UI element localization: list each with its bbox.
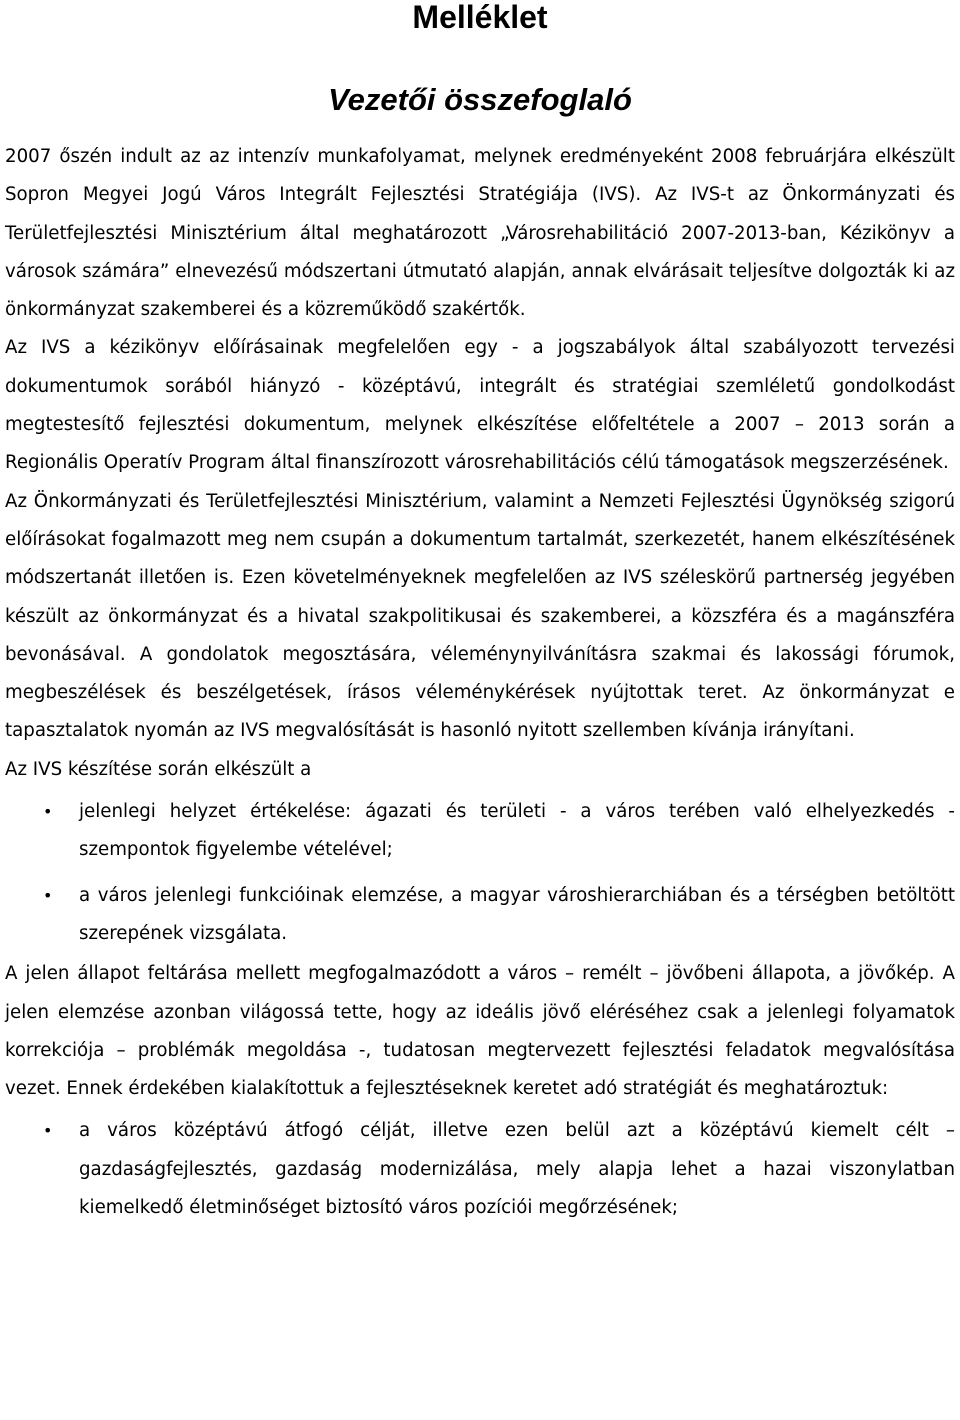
list-item — [5, 793, 955, 870]
section-subtitle: Vezetői összefoglaló — [328, 82, 632, 117]
list-item — [5, 877, 955, 954]
paragraph-requirements: Az Önkormányzati és Területfejlesztési Minisztérium, valamint a Nemzeti Fejlesztési Ügynökség szigorú előírásokat fogalmazott meg nem csupán a dokumentum tartalmát, szerkezetét, hanem elkészítésének módszertanát illetően is. Ezen követelményeknek megfelelően az IVS széleskörű partnerség jegyében készült az önkormányzat és a hivatal szakpolitikusai és szakemberei, a közszféra és a magánszféra bevonásával. A gondolatok megosztására, véleménynyilvánításra szakmai és lakossági fórumok, megbeszélések és beszélgetések, írásos véleménykérések nyújtottak teret. Az önkormányzat e tapasztalatok nyomán az IVS megvalósítását is hasonló nyitott szellemben kívánja irányítani. — [5, 490, 955, 742]
list-item-text: a város középtávú átfogó célját, illetve ezen belül azt a középtávú kiemelt célt – gazdaságfejlesztés, gazdaság modernizálása, mely alapja lehet a hazai viszonylatban kiemelkedő életminőséget biztosító város pozíciói megőrzésének; — [79, 1120, 955, 1219]
page-title: Melléklet — [412, 0, 548, 35]
paragraph-ivs-contents: Az IVS készítése során elkészült a — [5, 758, 312, 780]
list-item — [5, 1112, 955, 1227]
paragraph-intro: 2007 őszén indult az az intenzív munkafolyamat, melynek eredményeként 2008 februárjára elkészült Sopron Megyei Jogú Város Integrált Fejlesztési Stratégiája (IVS). Az IVS-t az Önkormányzati és Területfejlesztési Minisztérium által meghatározott „Városrehabilitáció 2007-2013-ban, Kézikönyv a városok számára” elnevezésű módszertani útmutató alapján, annak elvárásait teljesítve dolgozták ki az önkormányzat szakemberei és a közreműködő szakértők. — [5, 146, 955, 321]
document-page — [5, 0, 955, 1219]
bullet-icon: • — [43, 885, 53, 905]
paragraph-vision: A jelen állapot feltárása mellett megfogalmazódott a város – remélt – jövőbeni állapota, a jövőkép. A jelen elemzése azonban világossá tette, hogy az ideális jövő eléréséhez csak a jelenlegi folyamatok korrekciója – problémák megoldása -, tudatosan megtervezett fejlesztési feladatok megvalósítása vezet. Ennek érdekében kialakítottuk a fejlesztéseknek keretet adó stratégiát és meghatároztuk: — [5, 963, 955, 1100]
bullet-icon: • — [43, 1121, 53, 1141]
bullet-list-goals — [5, 1112, 955, 1227]
document-body — [5, 138, 955, 1227]
list-item-text: a város jelenlegi funkcióinak elemzése, a magyar városhierarchiában és a térségben betöltött szerepének vizsgálata. — [79, 884, 955, 944]
paragraph-ivs-handbook: Az IVS a kézikönyv előírásainak megfelelően egy - a jogszabályok által szabályozott tervezési dokumentumok sorából hiányzó - középtávú, integrált és stratégiai szemléletű gondolkodást megtestesítő fejlesztési dokumentum, melynek elkészítése előfeltétele a 2007 – 2013 során a Regionális Operatív Program által finanszírozott városrehabilitációs célú támogatások megszerzésének. — [5, 337, 955, 474]
bullet-list-analysis — [5, 793, 955, 953]
list-item-text: jelenlegi helyzet értékelése: ágazati és területi - a város terében való elhelyezkedés - szempontok figyelembe vételével; — [79, 801, 955, 861]
bullet-icon: • — [43, 802, 53, 822]
